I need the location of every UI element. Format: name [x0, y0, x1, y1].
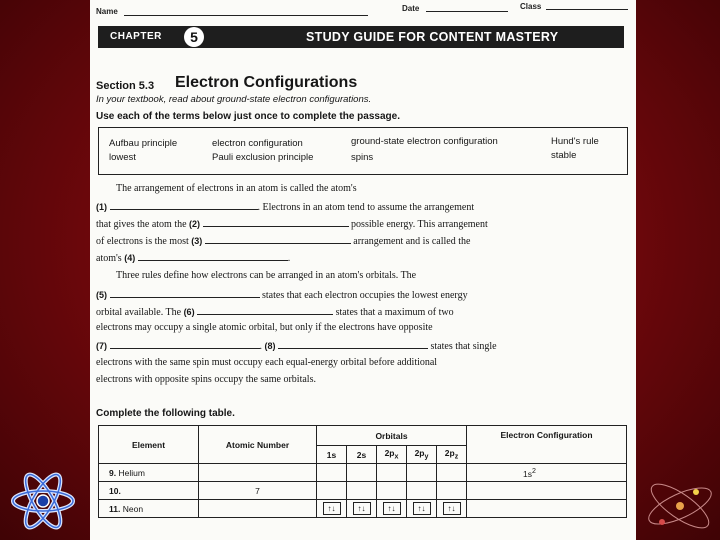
atomic-number-cell[interactable] — [199, 464, 317, 482]
orbital-cell[interactable] — [317, 482, 347, 500]
blank-6[interactable] — [197, 305, 333, 315]
passage-line — [96, 234, 470, 247]
blank-7[interactable] — [110, 339, 260, 349]
passage-text: states that each electron occupies the lowest energy — [262, 290, 468, 301]
word-bank — [98, 127, 628, 175]
passage-line — [96, 251, 290, 264]
name-label: Name — [96, 7, 118, 16]
configuration-cell[interactable]: $1s^2$ — [467, 464, 627, 482]
blank-number-5: (5) — [96, 290, 107, 300]
section-number: Section 5.3 — [96, 80, 155, 92]
orbital-cell[interactable] — [437, 482, 467, 500]
passage-text: arrangement and is called the — [353, 236, 471, 247]
orbital-cell[interactable] — [437, 500, 467, 518]
passage-text: Three rules define how electrons can be arranged in an atom's orbitals. The — [116, 270, 417, 281]
orbital-label-2px: $2p_x$ — [377, 446, 407, 464]
orbital-label-1s: 1s — [317, 446, 347, 464]
atom-icon — [8, 468, 78, 534]
passage-text: states that a maximum of two — [335, 307, 454, 318]
passage-line — [96, 305, 454, 318]
blank-number-4: (4) — [124, 253, 136, 263]
class-field[interactable] — [546, 9, 628, 10]
passage-text: states that single — [430, 341, 497, 352]
orbit-swirl-icon — [640, 470, 720, 538]
orbital-cell[interactable] — [317, 464, 347, 482]
atomic-number-cell[interactable]: 7 — [199, 482, 317, 500]
term-stable: stable — [551, 150, 577, 161]
blank-number-7: (7) — [96, 341, 107, 351]
orbital-cell[interactable] — [317, 500, 347, 518]
passage-text: orbital available. The — [96, 307, 182, 318]
passage-line — [96, 357, 437, 368]
term-aufbau: Aufbau principle — [109, 138, 178, 149]
passage-text: possible energy. This arrangement — [351, 219, 488, 230]
passage-text: atom's — [96, 253, 122, 264]
configuration-cell[interactable] — [467, 500, 627, 518]
passage-text: electrons with opposite spins occupy the same orbitals. — [96, 374, 316, 385]
blank-number-6: (6) — [183, 307, 195, 317]
term-lowest: lowest — [109, 152, 136, 163]
table-row — [99, 500, 627, 518]
orbital-cell[interactable] — [407, 500, 437, 518]
term-pauli: Pauli exclusion principle — [212, 152, 314, 163]
study-guide-title: STUDY GUIDE FOR CONTENT MASTERY — [306, 30, 559, 44]
blank-3[interactable] — [205, 234, 351, 244]
passage-text: electrons may occupy a single atomic orbital, but only if the electrons have opposite — [96, 322, 433, 333]
passage-line — [96, 374, 316, 385]
orbital-cell[interactable] — [347, 464, 377, 482]
passage-line — [96, 339, 497, 352]
passage-line — [116, 270, 416, 281]
blank-number-8: (8) — [264, 341, 276, 351]
blank-8[interactable] — [278, 339, 428, 349]
passage-text: that gives the atom the — [96, 219, 187, 230]
table-header-row — [99, 426, 627, 446]
atomic-number-cell[interactable] — [199, 500, 317, 518]
configuration-cell[interactable] — [467, 482, 627, 500]
section-title: Electron Configurations — [175, 74, 358, 91]
header-electron-configuration: Electron Configuration — [467, 426, 627, 464]
orbital-box-1s: ↑↓ — [323, 502, 341, 515]
orbital-cell[interactable] — [377, 482, 407, 500]
blank-5[interactable] — [110, 288, 260, 298]
passage-text: electrons with the same spin must occupy each equal-energy orbital before additional — [96, 357, 438, 368]
electron-configuration-table — [98, 425, 627, 518]
passage-text: . Electrons in an atom tend to assume the arrangement — [257, 202, 475, 213]
header-orbitals: Orbitals — [317, 426, 467, 446]
worksheet-page — [90, 0, 636, 540]
term-ground-state: ground-state electron configuration — [351, 136, 498, 147]
term-spins: spins — [351, 152, 374, 163]
orbital-label-2pz: $2p_z$ — [437, 446, 467, 464]
date-field[interactable] — [426, 11, 508, 12]
orbital-cell[interactable] — [437, 464, 467, 482]
orbital-cell[interactable] — [407, 482, 437, 500]
chapter-banner — [98, 26, 624, 48]
passage-text: . — [287, 253, 291, 264]
blank-number-3: (3) — [191, 236, 203, 246]
orbital-box-2s: ↑↓ — [353, 502, 371, 515]
chapter-number: 5 — [184, 27, 204, 47]
orbital-box-2pz: ↑↓ — [443, 502, 461, 515]
element-cell[interactable]: 10. — [99, 482, 199, 500]
table-row — [99, 482, 627, 500]
table-instructions: Complete the following table. — [96, 408, 235, 419]
orbital-cell[interactable] — [407, 464, 437, 482]
passage-line — [96, 217, 488, 230]
blank-4[interactable] — [138, 251, 288, 261]
element-cell[interactable]: 11. Neon — [99, 500, 199, 518]
passage-text: . — [259, 341, 265, 352]
term-electron-configuration: electron configuration — [212, 138, 303, 149]
passage-text: The arrangement of electrons in an atom is called the atom's — [116, 183, 357, 194]
orbital-label-2s: 2s — [347, 446, 377, 464]
orbital-box-2py: ↑↓ — [413, 502, 431, 515]
header-atomic-number: Atomic Number — [199, 426, 317, 464]
orbital-cell[interactable] — [347, 500, 377, 518]
passage-line — [116, 183, 357, 194]
term-hunds-rule: Hund's rule — [551, 136, 599, 147]
blank-1[interactable] — [110, 200, 258, 210]
date-label: Date — [402, 4, 420, 13]
reading-note: In your textbook, read about ground-state electron configurations. — [96, 94, 372, 105]
blank-number-2: (2) — [189, 219, 201, 229]
class-label: Class — [520, 2, 542, 11]
chapter-label: CHAPTER — [110, 31, 162, 42]
orbital-cell[interactable] — [377, 464, 407, 482]
orbital-box-2px: ↑↓ — [383, 502, 401, 515]
passage-instructions: Use each of the terms below just once to complete the passage. — [96, 111, 400, 122]
header-element: Element — [99, 426, 199, 464]
blank-number-1: (1) — [96, 202, 107, 212]
blank-2[interactable] — [203, 217, 349, 227]
orbital-cell[interactable] — [377, 500, 407, 518]
name-field[interactable] — [124, 15, 368, 16]
table-row — [99, 464, 627, 482]
passage-line — [96, 200, 474, 213]
orbital-cell[interactable] — [347, 482, 377, 500]
orbital-label-2py: $2p_y$ — [407, 446, 437, 464]
element-cell[interactable]: 9. Helium — [99, 464, 199, 482]
passage-line — [96, 322, 433, 333]
passage-text: of electrons is the most — [96, 236, 189, 247]
passage-line — [96, 288, 468, 301]
